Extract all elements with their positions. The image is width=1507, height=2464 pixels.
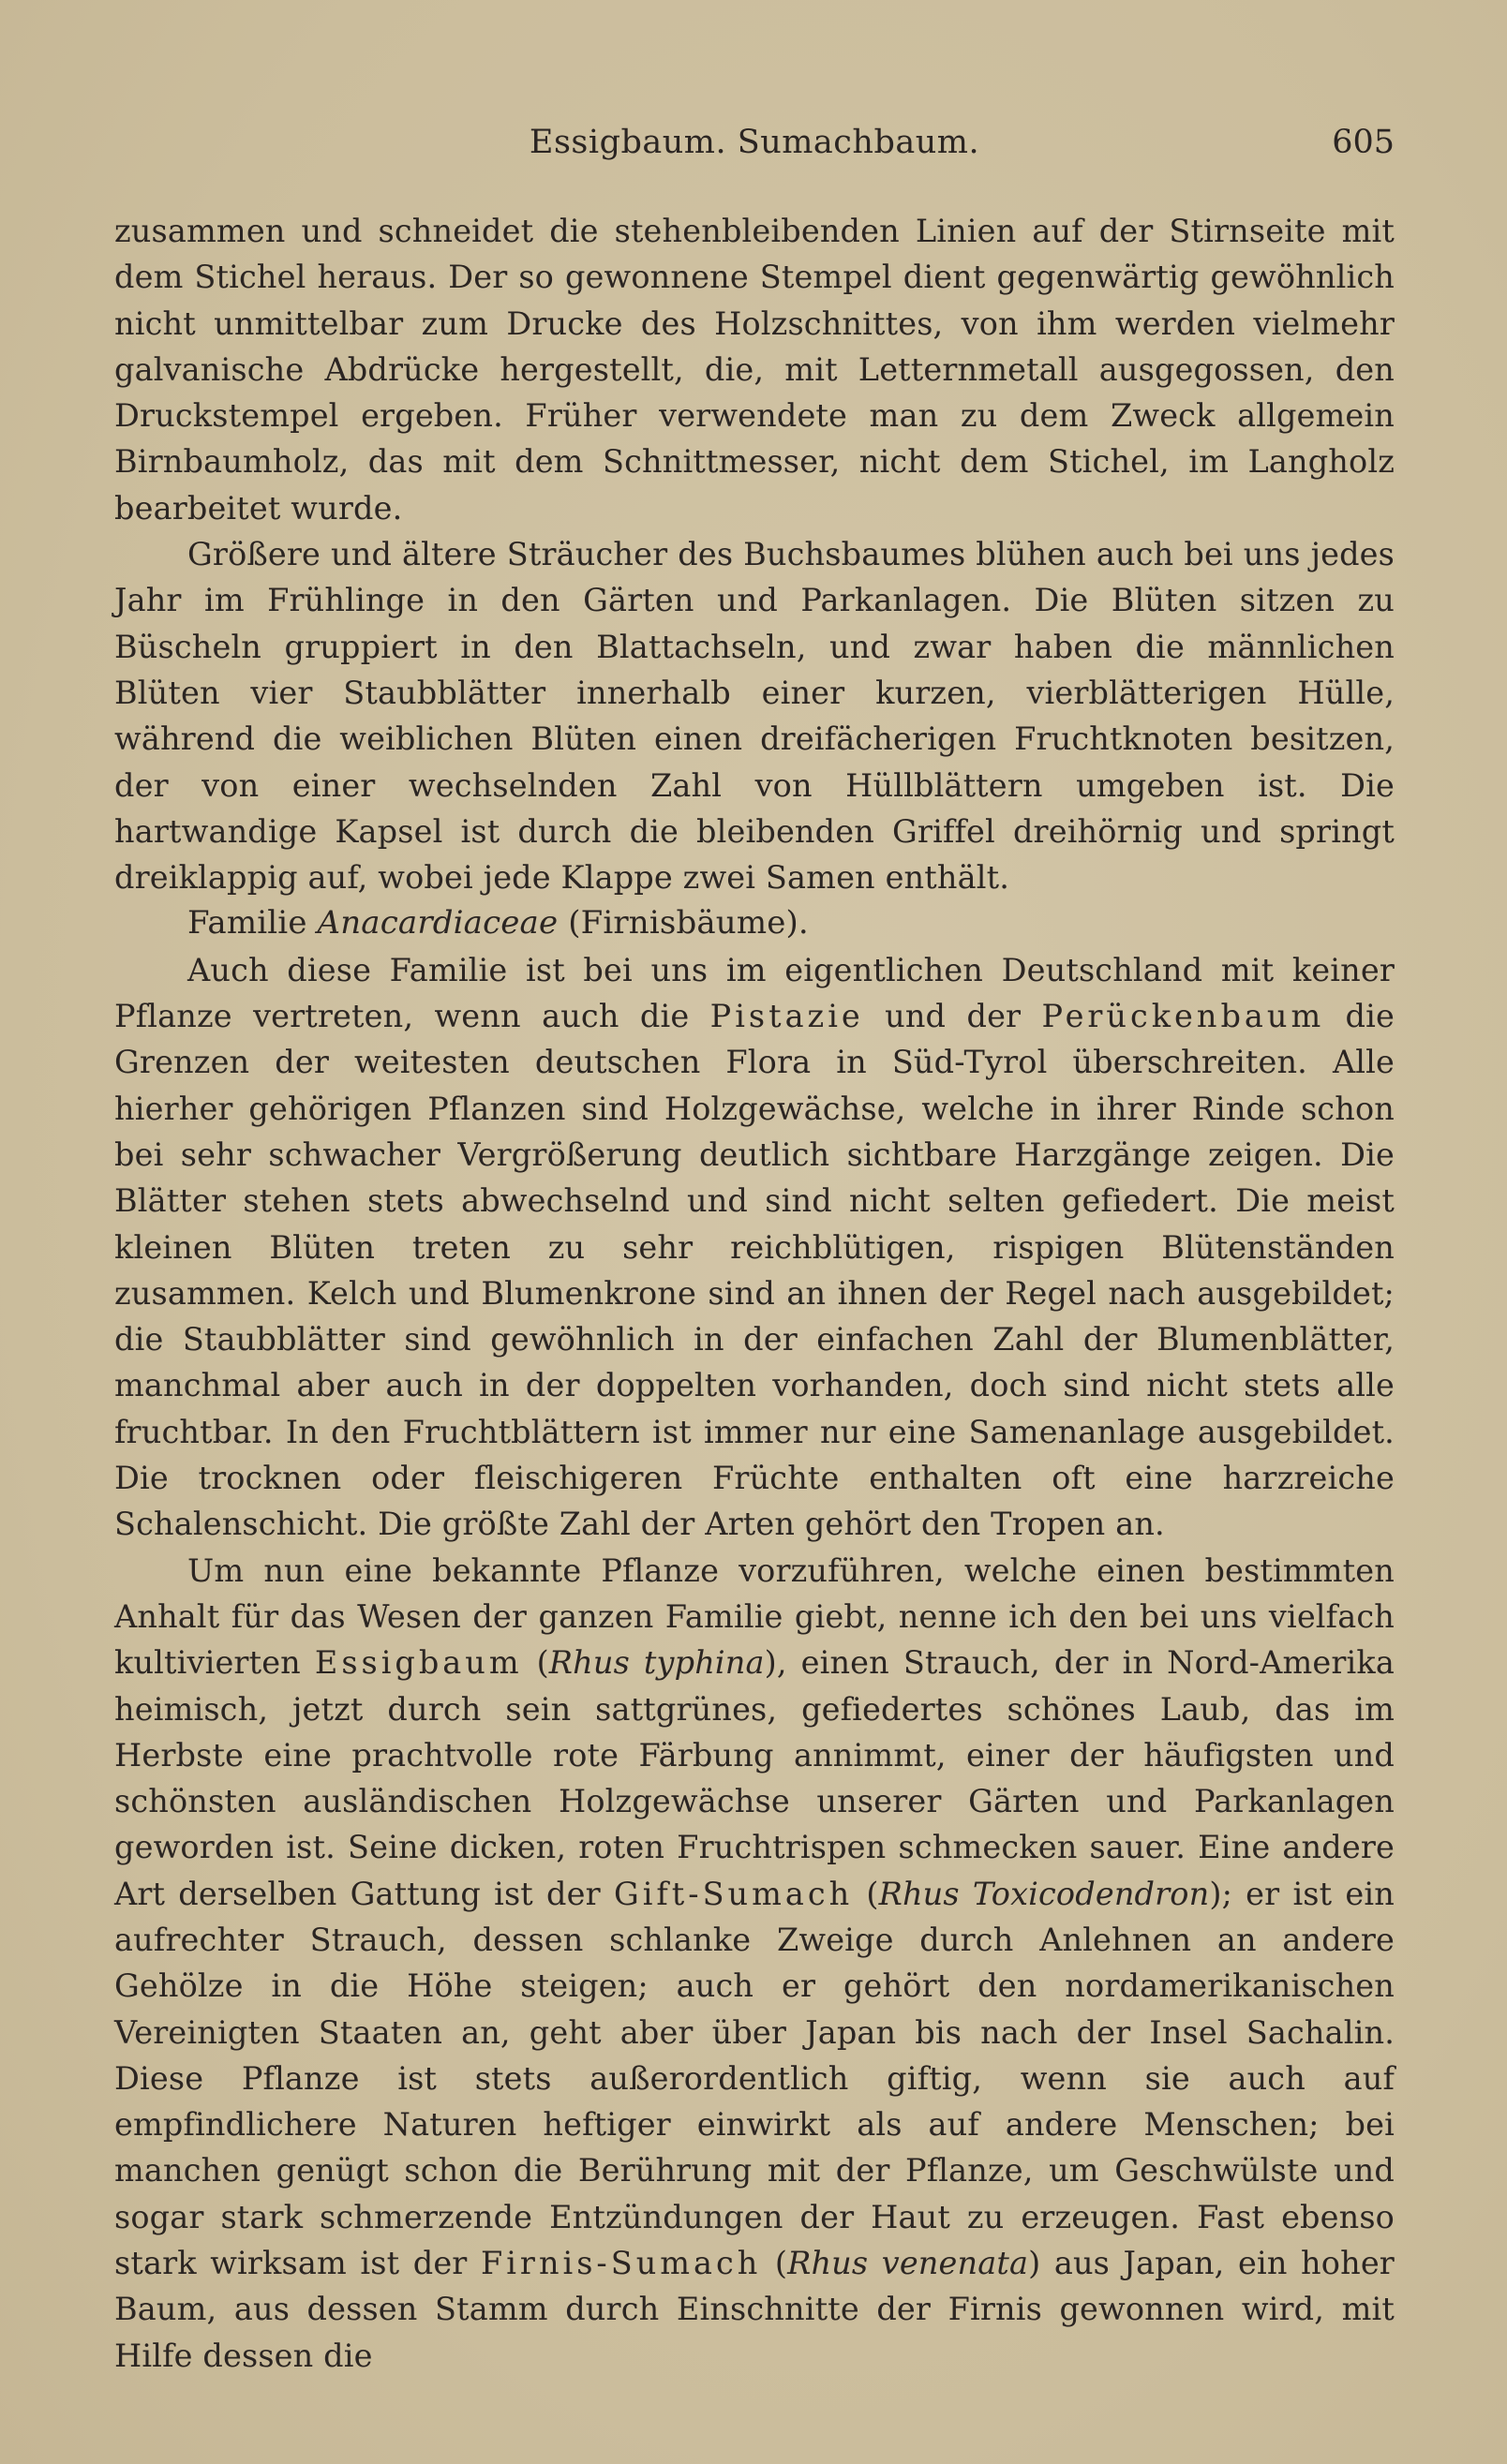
text-run: ), einen Strauch, der in Nord-Amerika heimisch, jetzt durch sein sattgrünes, gefiedertes schönes Laub, das im Herbste eine prachtvolle rote Färbung annimmt, einer der häufigsten und schönsten ausländischen Holzgewächse unserer Gärten und Parkanlagen geworden ist. Seine dicken, roten Fruchtrispen schmecken sauer. Eine andere Art derselben Gattung ist der	[114, 1644, 1395, 1912]
heading-suffix: (Firnisbäume).	[558, 904, 809, 943]
text-run: ); er ist ein aufrechter Strauch, dessen schlanke Zweige durch Anlehnen an andere Gehölze in die Höhe steigen; auch er gehört den nordamerikanischen Vereinigten Staaten an, geht aber über Japan bis nach der Insel Sachalin. Diese Pflanze ist stets außerordentlich giftig, wenn sie auch auf empfindlichere Naturen heftiger einwirkt als auf andere Menschen; bei manchen genügt schon die Berührung mit der Pflanze, um Geschwülste und sogar stark schmerzende Entzündungen der Haut zu erzeugen. Fast ebenso stark wirksam ist der	[114, 1875, 1395, 2282]
spaced-term: Gift-Sumach	[613, 1875, 854, 1912]
paragraph-3	[114, 947, 1395, 1548]
heading-prefix: Familie	[187, 904, 318, 943]
paragraph-2: Größere und ältere Sträucher des Buchsbaumes blühen auch bei uns jedes Jahr im Frühlinge in den Gärten und Parkanlagen. Die Blüten sitzen zu Büscheln gruppiert in den Blattachseln, und zwar haben die männlichen Blüten vier Staubblätter innerhalb einer kurzen, vierblätterigen Hülle, während die weiblichen Blüten einen dreifächerigen Fruchtknoten besitzen, der von einer wechselnden Zahl von Hüllblättern umgeben ist. Die hartwandige Kapsel ist durch die bleibenden Griffel dreihörnig und springt dreiklappig auf, wobei jede Klappe zwei Samen enthält.	[114, 536, 1395, 897]
paragraph-1: zusammen und schneidet die stehenbleibenden Linien auf der Stirnseite mit dem Stichel heraus. Der so gewonnene Stempel dient gegenwärtig gewöhnlich nicht unmittelbar zum Drucke des Holzschnittes, von ihm werden vielmehr galvanische Abdrücke hergestellt, die, mit Letternmetall ausgegossen, den Druckstempel ergeben. Früher verwendete man zu dem Zweck allgemein Birnbaumholz, das mit dem Schnittmesser, nicht dem Stichel, im Langholz bearbeitet wurde.	[114, 213, 1395, 527]
latin-name: Rhus venenata	[787, 2245, 1029, 2282]
spaced-term: Pistazie	[709, 998, 864, 1035]
text-run: Um nun eine bekannte Pflanze vorzuführen, welche einen bestimmten Anhalt für das Wesen der ganzen Familie giebt, nenne ich den bei uns vielfach kultivierten	[114, 1551, 1395, 1682]
text-run: die Grenzen der weitesten deutschen Flora in Süd-Tyrol überschreiten. Alle hierher gehörigen Pflanzen sind Holzgewächse, welche in ihrer Rinde schon bei sehr schwacher Vergrößerung deutlich sichtbare Harzgänge zeigen. Die Blätter stehen stets abwechselnd und sind nicht selten gefiedert. Die meist kleinen Blüten treten zu sehr reichblütigen, rispigen Blütenständen zusammen. Kelch und Blumenkrone sind an ihnen der Regel nach ausgebildet; die Staubblätter sind gewöhnlich in der einfachen Zahl der Blumenblätter, manchmal aber auch in der doppelten vorhanden, doch sind nicht stets alle fruchtbar. In den Fruchtblättern ist immer nur eine Samenanlage ausgebildet. Die trocknen oder fleischigeren Früchte enthalten oft eine harzreiche Schalenschicht. Die größte Zahl der Arten gehört den Tropen an.	[114, 998, 1395, 1543]
heading-latin-name: Anacardiaceae	[317, 904, 559, 943]
text-run: (	[761, 2245, 788, 2282]
spaced-term: Essigbaum	[314, 1644, 523, 1682]
body-text	[114, 208, 1395, 2379]
latin-name: Rhus typhina	[548, 1644, 765, 1682]
running-title: Essigbaum. Sumachbaum.	[529, 124, 980, 161]
running-header	[114, 124, 1395, 171]
latin-name: Rhus Toxicodendron	[878, 1875, 1210, 1912]
text-run: und der	[863, 998, 1042, 1035]
text-run: ) aus Japan, ein hoher Baum, aus dessen Stamm durch Einschnitte der Firnis gewonnen wird, mit Hilfe dessen die	[114, 2245, 1395, 2374]
spaced-term: Perückenbaum	[1041, 998, 1325, 1035]
page-number: 605	[1332, 124, 1395, 161]
spaced-term: Firnis-Sumach	[480, 2245, 762, 2282]
text-run: (	[853, 1875, 879, 1912]
paragraph-4	[114, 1548, 1395, 2379]
section-heading	[114, 900, 1395, 946]
text-run: Auch diese Familie ist bei uns im eigentlichen Deutschland mit keiner Pflanze vertreten, wenn auch die	[114, 951, 1395, 1035]
text-run: (	[522, 1644, 549, 1682]
